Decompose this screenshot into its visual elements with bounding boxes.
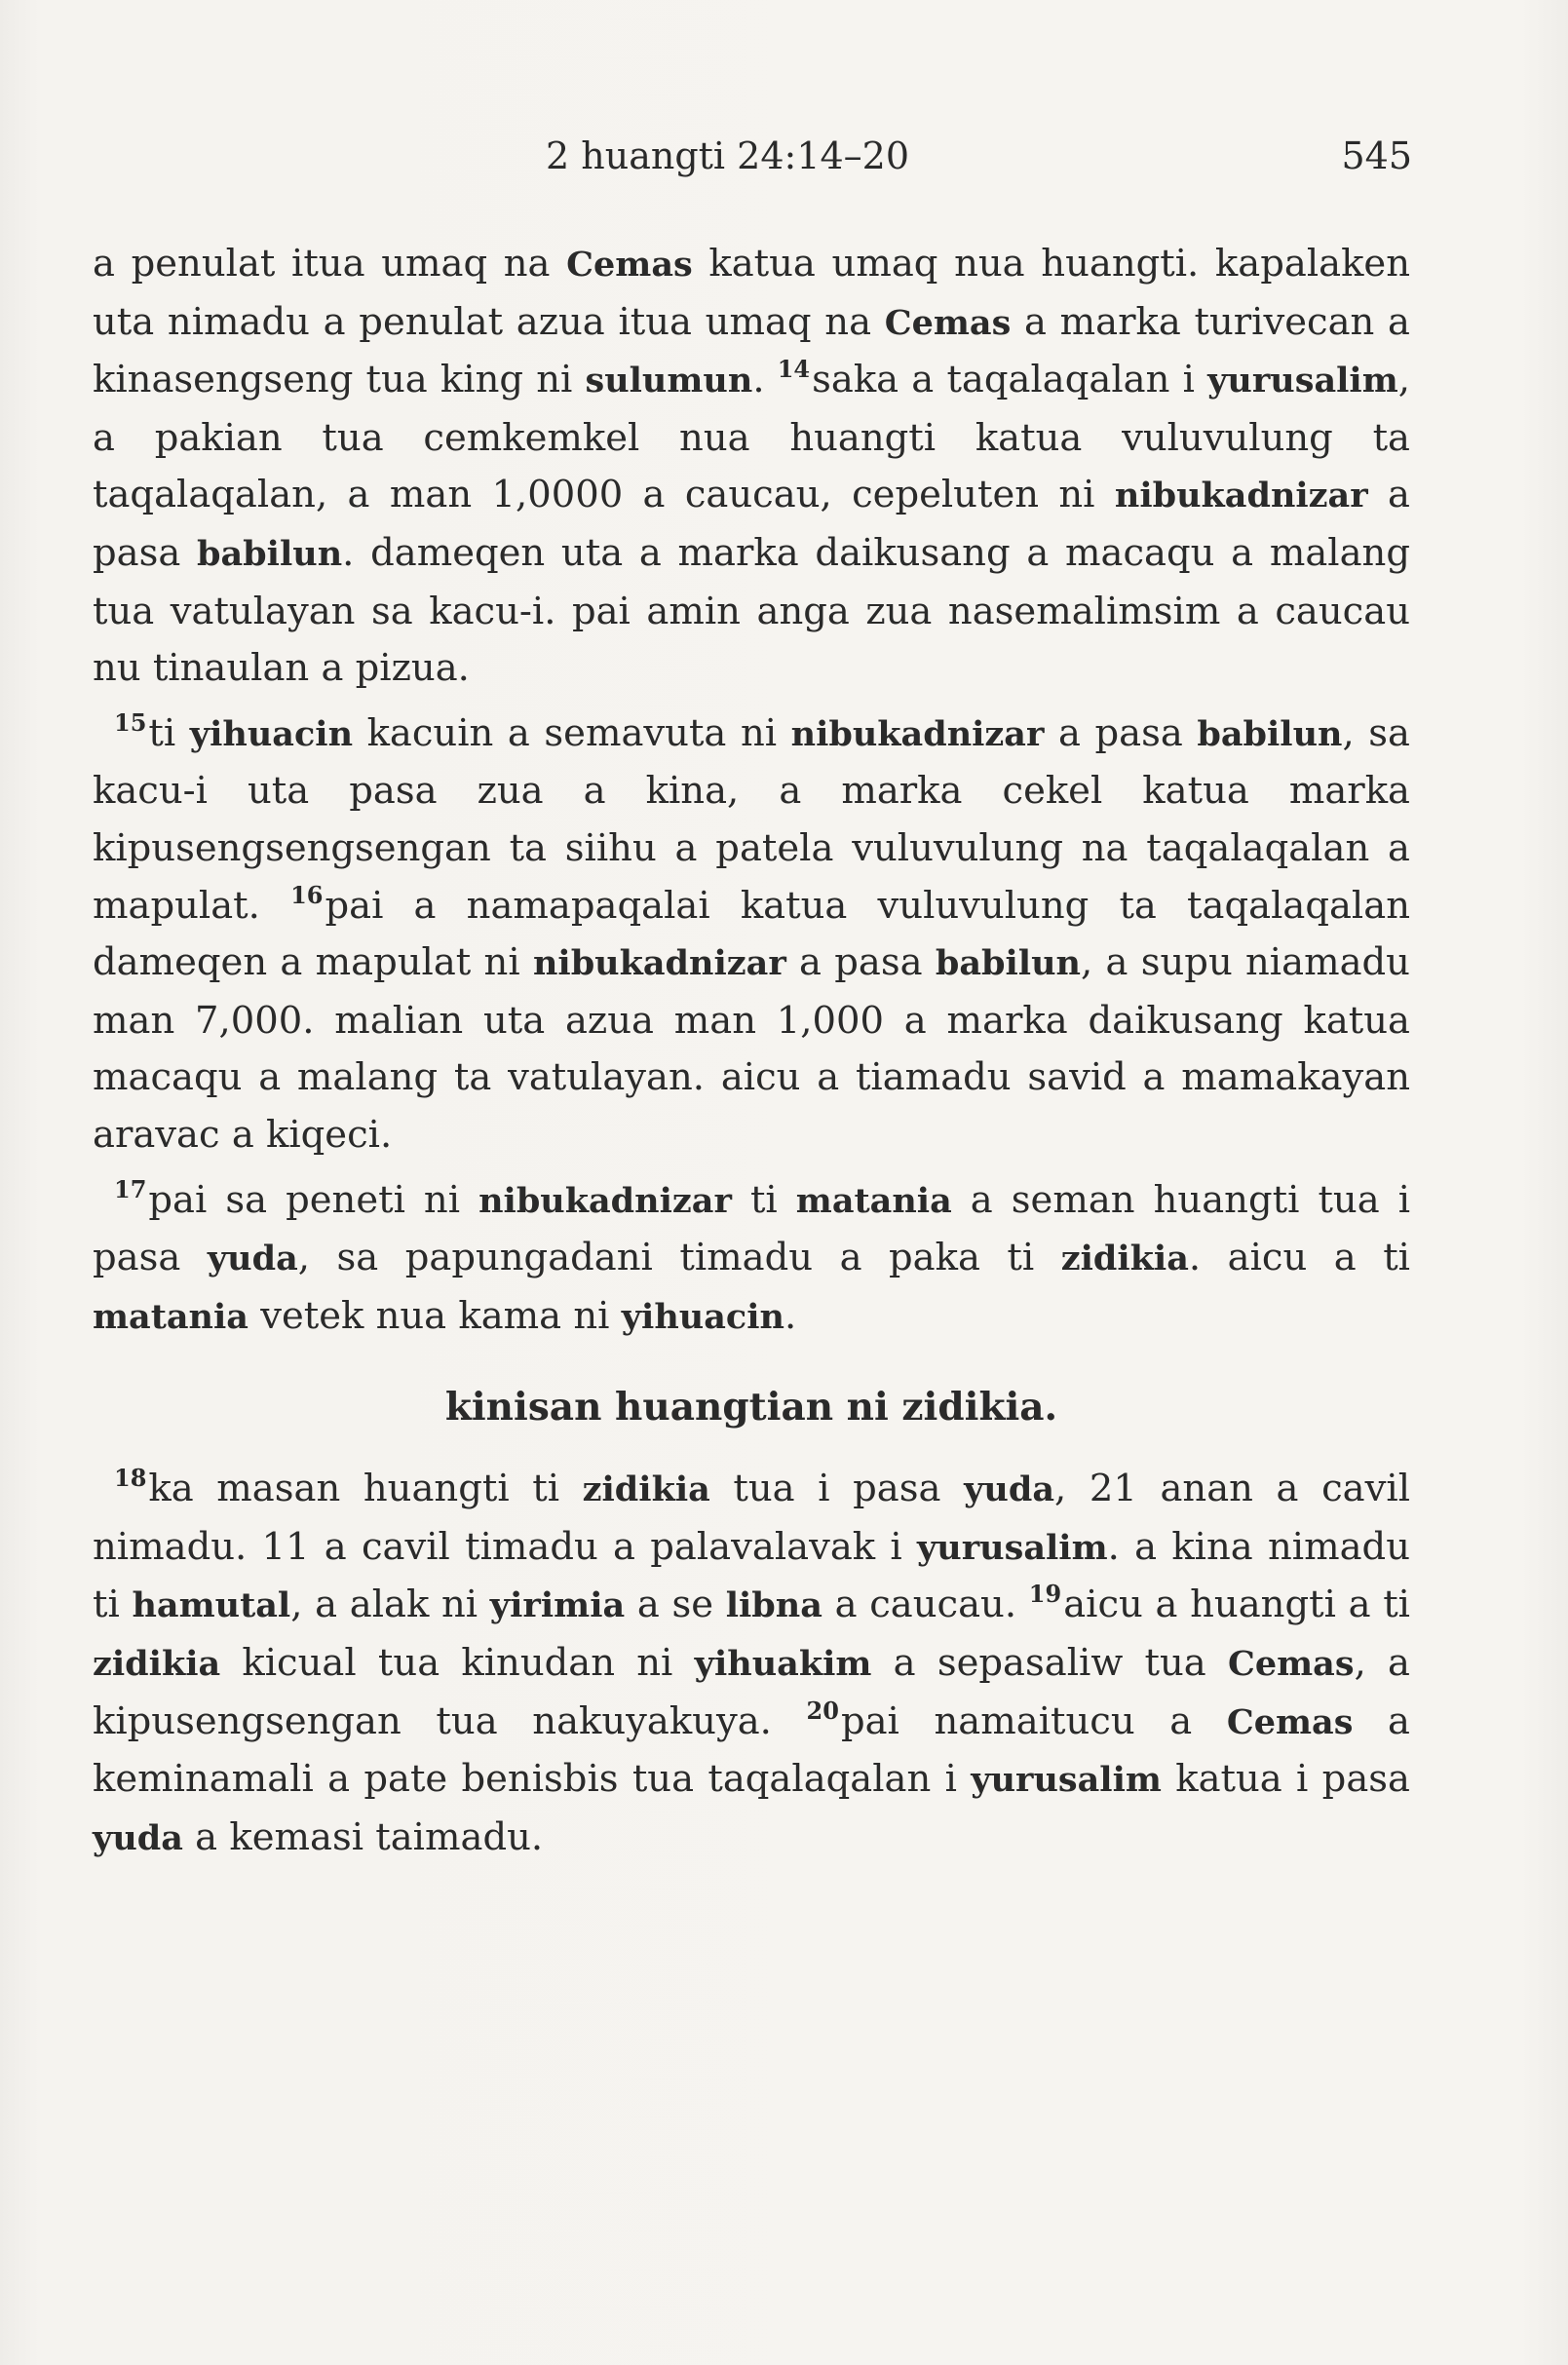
page-body — [93, 236, 1410, 1867]
section-heading: kinisan huangtian ni zidikia. — [444, 1385, 1058, 1430]
name-bold: Cemas — [884, 302, 1012, 343]
page-header — [0, 134, 1568, 193]
verse-number: 20 — [806, 1696, 839, 1725]
name-bold: zidikia — [582, 1469, 710, 1510]
name-bold: matania — [795, 1180, 952, 1221]
name-bold: yuda — [207, 1239, 298, 1279]
page-number: 545 — [1341, 134, 1412, 177]
name-bold: Cemas — [1228, 1644, 1355, 1685]
name-bold: yurusalim — [916, 1527, 1108, 1568]
name-bold: yurusalim — [971, 1760, 1162, 1801]
name-bold: Cemas — [1226, 1701, 1354, 1742]
name-bold: nibukadnizar — [1114, 476, 1368, 516]
name-bold: matania — [93, 1296, 249, 1337]
name-bold: yuda — [93, 1817, 183, 1858]
paragraph-3: $^{17}$pai sa peneti ni nibukadnizar ti matania a seman huangti tua i pasa yuda, sa papungadani timadu a paka ti zidikia. aicu a ti matania vetek nua kama ni yihuacin. — [93, 1174, 1411, 1338]
name-bold: babilun — [1197, 713, 1343, 754]
name-bold: yihuacin — [189, 713, 354, 754]
name-bold: nibukadnizar — [478, 1180, 732, 1221]
verse-number: 18 — [114, 1464, 147, 1493]
name-bold: Cemas — [566, 245, 693, 285]
running-title: 2 huangti 24:14–20 — [546, 134, 910, 177]
name-bold: libna — [725, 1585, 822, 1626]
verse-number: 14 — [777, 355, 811, 384]
name-bold: yurusalim — [1207, 361, 1398, 401]
name-bold: zidikia — [1060, 1239, 1189, 1279]
verse-number: 19 — [1028, 1580, 1062, 1609]
paragraph-2: $^{15}$ti yihuacin kacuin a semavuta ni nibukadnizar a pasa babilun, sa kacu-i uta pasa zua a kina, a marka cekel katua marka kipusengsengsengan ta siihu a patela vuluvulung na taqalaqalan a mapulat. $^{16}$pai a namapaqalai katua vuluvulung ta taqalaqalan dameqen a mapulat ni nibukadnizar a pasa babilun, a supu niamadu man 7,000. malian uta azua man 1,000 a marka daikusang katua macaqu a malang ta vatulayan. aicu a tiamadu savid a mamakayan aravac a kiqeci. — [93, 707, 1411, 1157]
name-bold: yuda — [964, 1469, 1055, 1510]
paragraph-4: $^{18}$ka masan huangti ti zidikia tua i pasa yuda, 21 anan a cavil nimadu. 11 a cavil timadu a palavalavak i yurusalim. a kina nimadu ti hamutal, a alak ni yirimia a se libna a caucau. $^{19}$aicu a huangti a ti zidikia kicual tua kinudan ni yihuakim a sepasaliw tua Cemas, a kipusengsengan tua nakuyakuya. $^{20}$pai namaitucu a Cemas a keminamali a pate benisbis tua taqalaqalan i yurusalim katua i pasa yuda a kemasi taimadu. — [93, 1464, 1411, 1859]
name-bold: babilun — [197, 533, 343, 574]
name-bold: zidikia — [93, 1644, 221, 1685]
paragraph-1: a penulat itua umaq na Cemas katua umaq nua huangti. kapalaken uta nimadu a penulat azua itua umaq na Cemas a marka turivecan a kinasengseng tua king ni sulumun. $^{14}$saka a taqalaqalan i yurusalim, a pakian tua cemkemkel nua huangti katua vuluvulung ta taqalaqalan, a man 1,0000 a caucau, cepeluten ni nibukadnizar a pasa babilun. dameqen uta a marka daikusang a macaqu a malang tua vatulayan sa kacu-i. pai amin anga zua nasemalimsim a caucau nu tinaulan a pizua. — [93, 242, 1411, 691]
name-bold: babilun — [935, 943, 1081, 984]
name-bold: hamutal — [132, 1585, 291, 1626]
name-bold: nibukadnizar — [532, 943, 786, 984]
verse-number: 17 — [114, 1174, 147, 1203]
name-bold: yihuakim — [694, 1644, 872, 1685]
name-bold: sulumun — [585, 361, 753, 401]
name-bold: nibukadnizar — [790, 713, 1045, 754]
verse-number: 16 — [290, 880, 324, 909]
name-bold: yihuacin — [621, 1296, 784, 1337]
name-bold: yirimia — [489, 1585, 626, 1626]
verse-number: 15 — [114, 707, 147, 737]
